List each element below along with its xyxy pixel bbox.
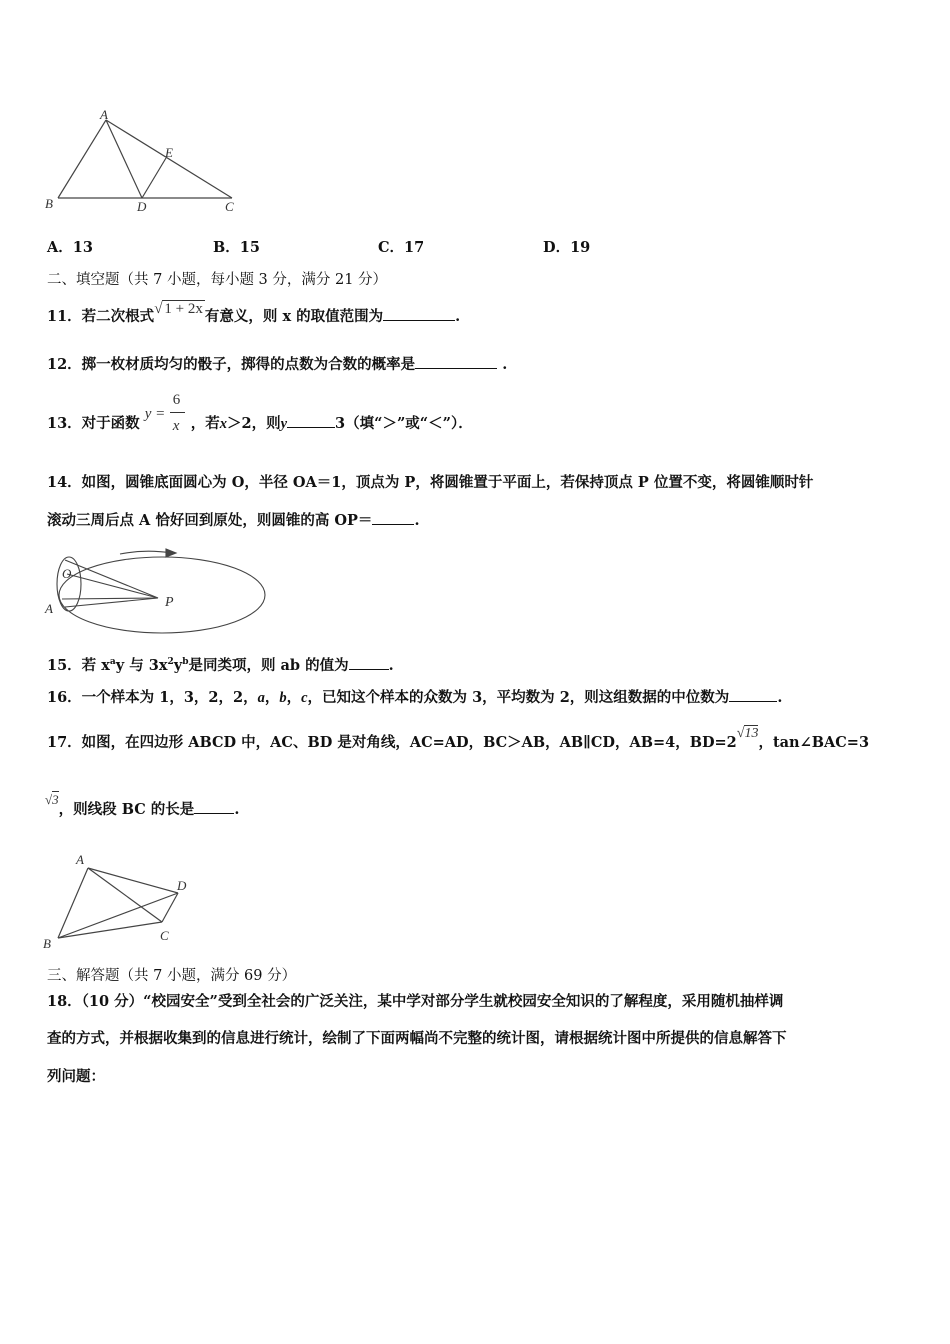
label-C: C [160,928,169,943]
question-17-line1: 17．如图，在四边形 ABCD 中，AC、BD 是对角线，AC=AD，BC＞AB，AB∥CD，AB=4，BD=2√13，tan∠BAC=3 [47,726,870,751]
question-16: 16．一个样本为 1，3，2，2，a，b，c，已知这个样本的众数为 3，平均数为 2，则这组数据的中位数为 . [47,689,783,706]
label-A: A [100,107,108,122]
question-18-line3: 列问题： [47,1068,105,1085]
option-a: A．13 [47,239,93,256]
label-D: D [137,199,147,214]
option-b: B．15 [213,239,260,256]
question-12: 12．掷一枚材质均匀的骰子，掷得的点数为合数的概率是 . [47,356,508,373]
label-E: E [165,145,173,160]
label-A: A [45,601,53,616]
triangle-figure-q10 [40,105,250,220]
question-13: 13．对于函数 y = 6 x ，若x＞2，则y 3（填“＞”或“＜”）． [47,392,473,434]
question-18-line2: 查的方式，并根据收集到的信息进行统计，绘制了下面两幅尚不完整的统计图，请根据统计图中所提供的信息解答下 [47,1030,787,1047]
question-15: 15．若 $x^ay$ 与 $3x^2y^b$是同类项，则 ab 的值为 . [47,656,394,674]
question-17-line2: √3，则线段 BC 的长是 . [45,792,240,818]
label-C: C [225,199,234,214]
option-c: C．17 [378,239,425,256]
label-A: A [76,852,84,867]
cone-figure-q14 [40,540,275,640]
option-d: D．19 [543,239,591,256]
question-11: 11．若二次根式√ 1 + 2x 有意义，则 x 的取值范围为 . [47,301,461,325]
label-O: O [62,566,72,581]
quadrilateral-figure-q17 [40,850,200,955]
label-P: P [165,595,174,610]
question-14-line1: 14．如图，圆锥底面圆心为 O，半径 OA＝1，顶点为 P，将圆锥置于平面上，若保持顶点 P 位置不变，将圆锥顺时针 [47,474,814,491]
question-18-line1: 18．（10 分）“校园安全”受到全社会的广泛关注，某中学对部分学生就校园安全知识的了解程度，采用随机抽样调 [47,993,784,1010]
question-14-line2: 滚动三周后点 A 恰好回到原处，则圆锥的高 OP＝ . [47,512,420,529]
label-B: B [43,936,51,951]
label-B: B [45,196,53,211]
section3-heading: 三、解答题（共 7 小题，满分 69 分） [47,968,297,984]
section2-heading: 二、填空题（共 7 小题，每小题 3 分，满分 21 分） [47,272,388,288]
label-D: D [177,878,187,893]
